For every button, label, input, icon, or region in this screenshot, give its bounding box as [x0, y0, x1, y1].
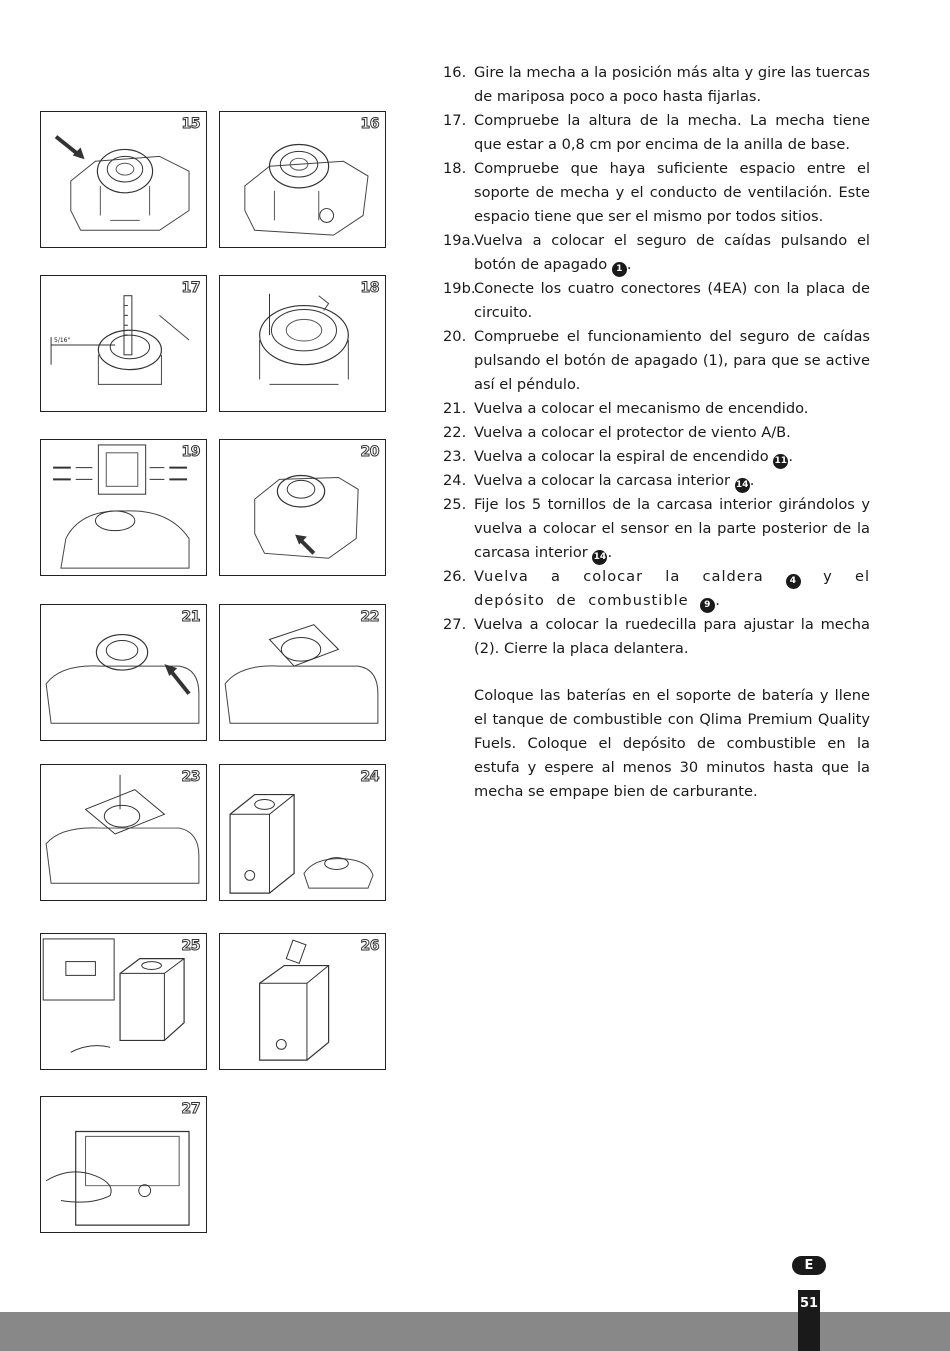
figure-15: [40, 111, 207, 248]
step-19b: 19b. Conecte los cuatro conectores (4EA) con la placa de circuito.: [443, 280, 870, 321]
figure-number: 21: [181, 609, 200, 625]
burner-illustration: [220, 112, 385, 247]
part-number-badge: 1: [612, 262, 627, 277]
language-badge: E: [792, 1256, 826, 1275]
wind-guard-illustration: [220, 605, 385, 740]
step-18: 18. Compruebe que haya suficiente espacio entre el soporte de mecha y el conducto de ventilación. Este espacio tiene que ser el mismo por todos sitios.: [443, 160, 870, 225]
figure-20: [219, 439, 386, 576]
closing-paragraph: Coloque las baterías en el soporte de batería y llene el tanque de combustible con Qlima Premium Quality Fuels. Coloque el depósito de combustible en la estufa y espere al menos 30 minutos hasta que la mecha se empape bien de carburante.: [474, 687, 870, 800]
burner-illustration: [41, 112, 206, 247]
figure-number: 20: [360, 444, 379, 460]
part-number-badge: 14: [592, 550, 607, 565]
figure-21: [40, 604, 207, 741]
figure-19: [40, 439, 207, 576]
part-number-badge: 11: [773, 454, 788, 469]
wick-gap-illustration: [220, 276, 385, 411]
figure-number: 16: [360, 116, 379, 132]
figure-number: 22: [360, 609, 379, 625]
figure-number: 24: [360, 769, 379, 785]
ignition-mechanism-illustration: [41, 605, 206, 740]
step-16: 16. Gire la mecha a la posición más alta y gire las tuercas de mariposa poco a poco hasta fijarlas.: [443, 64, 870, 105]
figure-17: [40, 275, 207, 412]
heater-hand-illustration: [41, 1097, 206, 1232]
step-19a: 19a. Vuelva a colocar el seguro de caídas pulsando el botón de apagado 1 .: [443, 229, 870, 277]
instruction-steps: [443, 61, 870, 661]
battery-heater-illustration: [41, 934, 206, 1069]
step-17: 17. Compruebe la altura de la mecha. La mecha tiene que estar a 0,8 cm por encima de la anilla de base.: [443, 112, 870, 153]
step-25: 25. Fije los 5 tornillos de la carcasa interior girándolos y vuelva a colocar el sensor en la parte posterior de la carcasa interior 14.: [443, 493, 870, 565]
step-27: 27. Vuelva a colocar la ruedecilla para ajustar la mecha (2). Cierre la placa delantera.: [443, 616, 870, 657]
inner-housing-illustration: [220, 765, 385, 900]
figure-16: [219, 111, 386, 248]
figure-number: 18: [360, 280, 379, 296]
figure-26: [219, 933, 386, 1070]
step-22: 22. Vuelva a colocar el protector de viento A/B.: [443, 424, 791, 441]
fuel-tank-heater-illustration: [220, 934, 385, 1069]
part-number-badge: 9: [700, 598, 715, 613]
figure-number: 27: [181, 1101, 200, 1117]
figure-number: 19: [181, 444, 200, 460]
figure-number: 23: [181, 769, 200, 785]
figure-number: 26: [360, 938, 379, 954]
figure-24: [219, 764, 386, 901]
circuit-connectors-illustration: [41, 440, 206, 575]
figure-25: [40, 933, 207, 1070]
step-24: 24. Vuelva a colocar la carcasa interior 14.: [443, 469, 870, 493]
figure-23: [40, 764, 207, 901]
step-21: 21. Vuelva a colocar el mecanismo de encendido.: [443, 400, 809, 417]
ignition-coil-illustration: [41, 765, 206, 900]
wick-measure-label: 5/16": [54, 337, 71, 344]
figure-number: 17: [181, 280, 200, 296]
tip-over-switch-illustration: [220, 440, 385, 575]
step-20: 20. Compruebe el funcionamiento del seguro de caídas pulsando el botón de apagado (1), para que se active así el péndulo.: [443, 328, 870, 393]
step-23: 23. Vuelva a colocar la espiral de encendido 11.: [443, 445, 870, 469]
figure-number: 25: [181, 938, 200, 954]
figure-18: [219, 275, 386, 412]
figure-number: 15: [181, 116, 200, 132]
figure-22: [219, 604, 386, 741]
page-number: 51: [798, 1290, 820, 1351]
figure-27: [40, 1096, 207, 1233]
part-number-badge: 4: [786, 574, 801, 589]
part-number-badge: 14: [735, 478, 750, 493]
step-26: 26. Vuelva a colocar la caldera 4 y el depósito de combustible 9 .: [443, 565, 870, 613]
